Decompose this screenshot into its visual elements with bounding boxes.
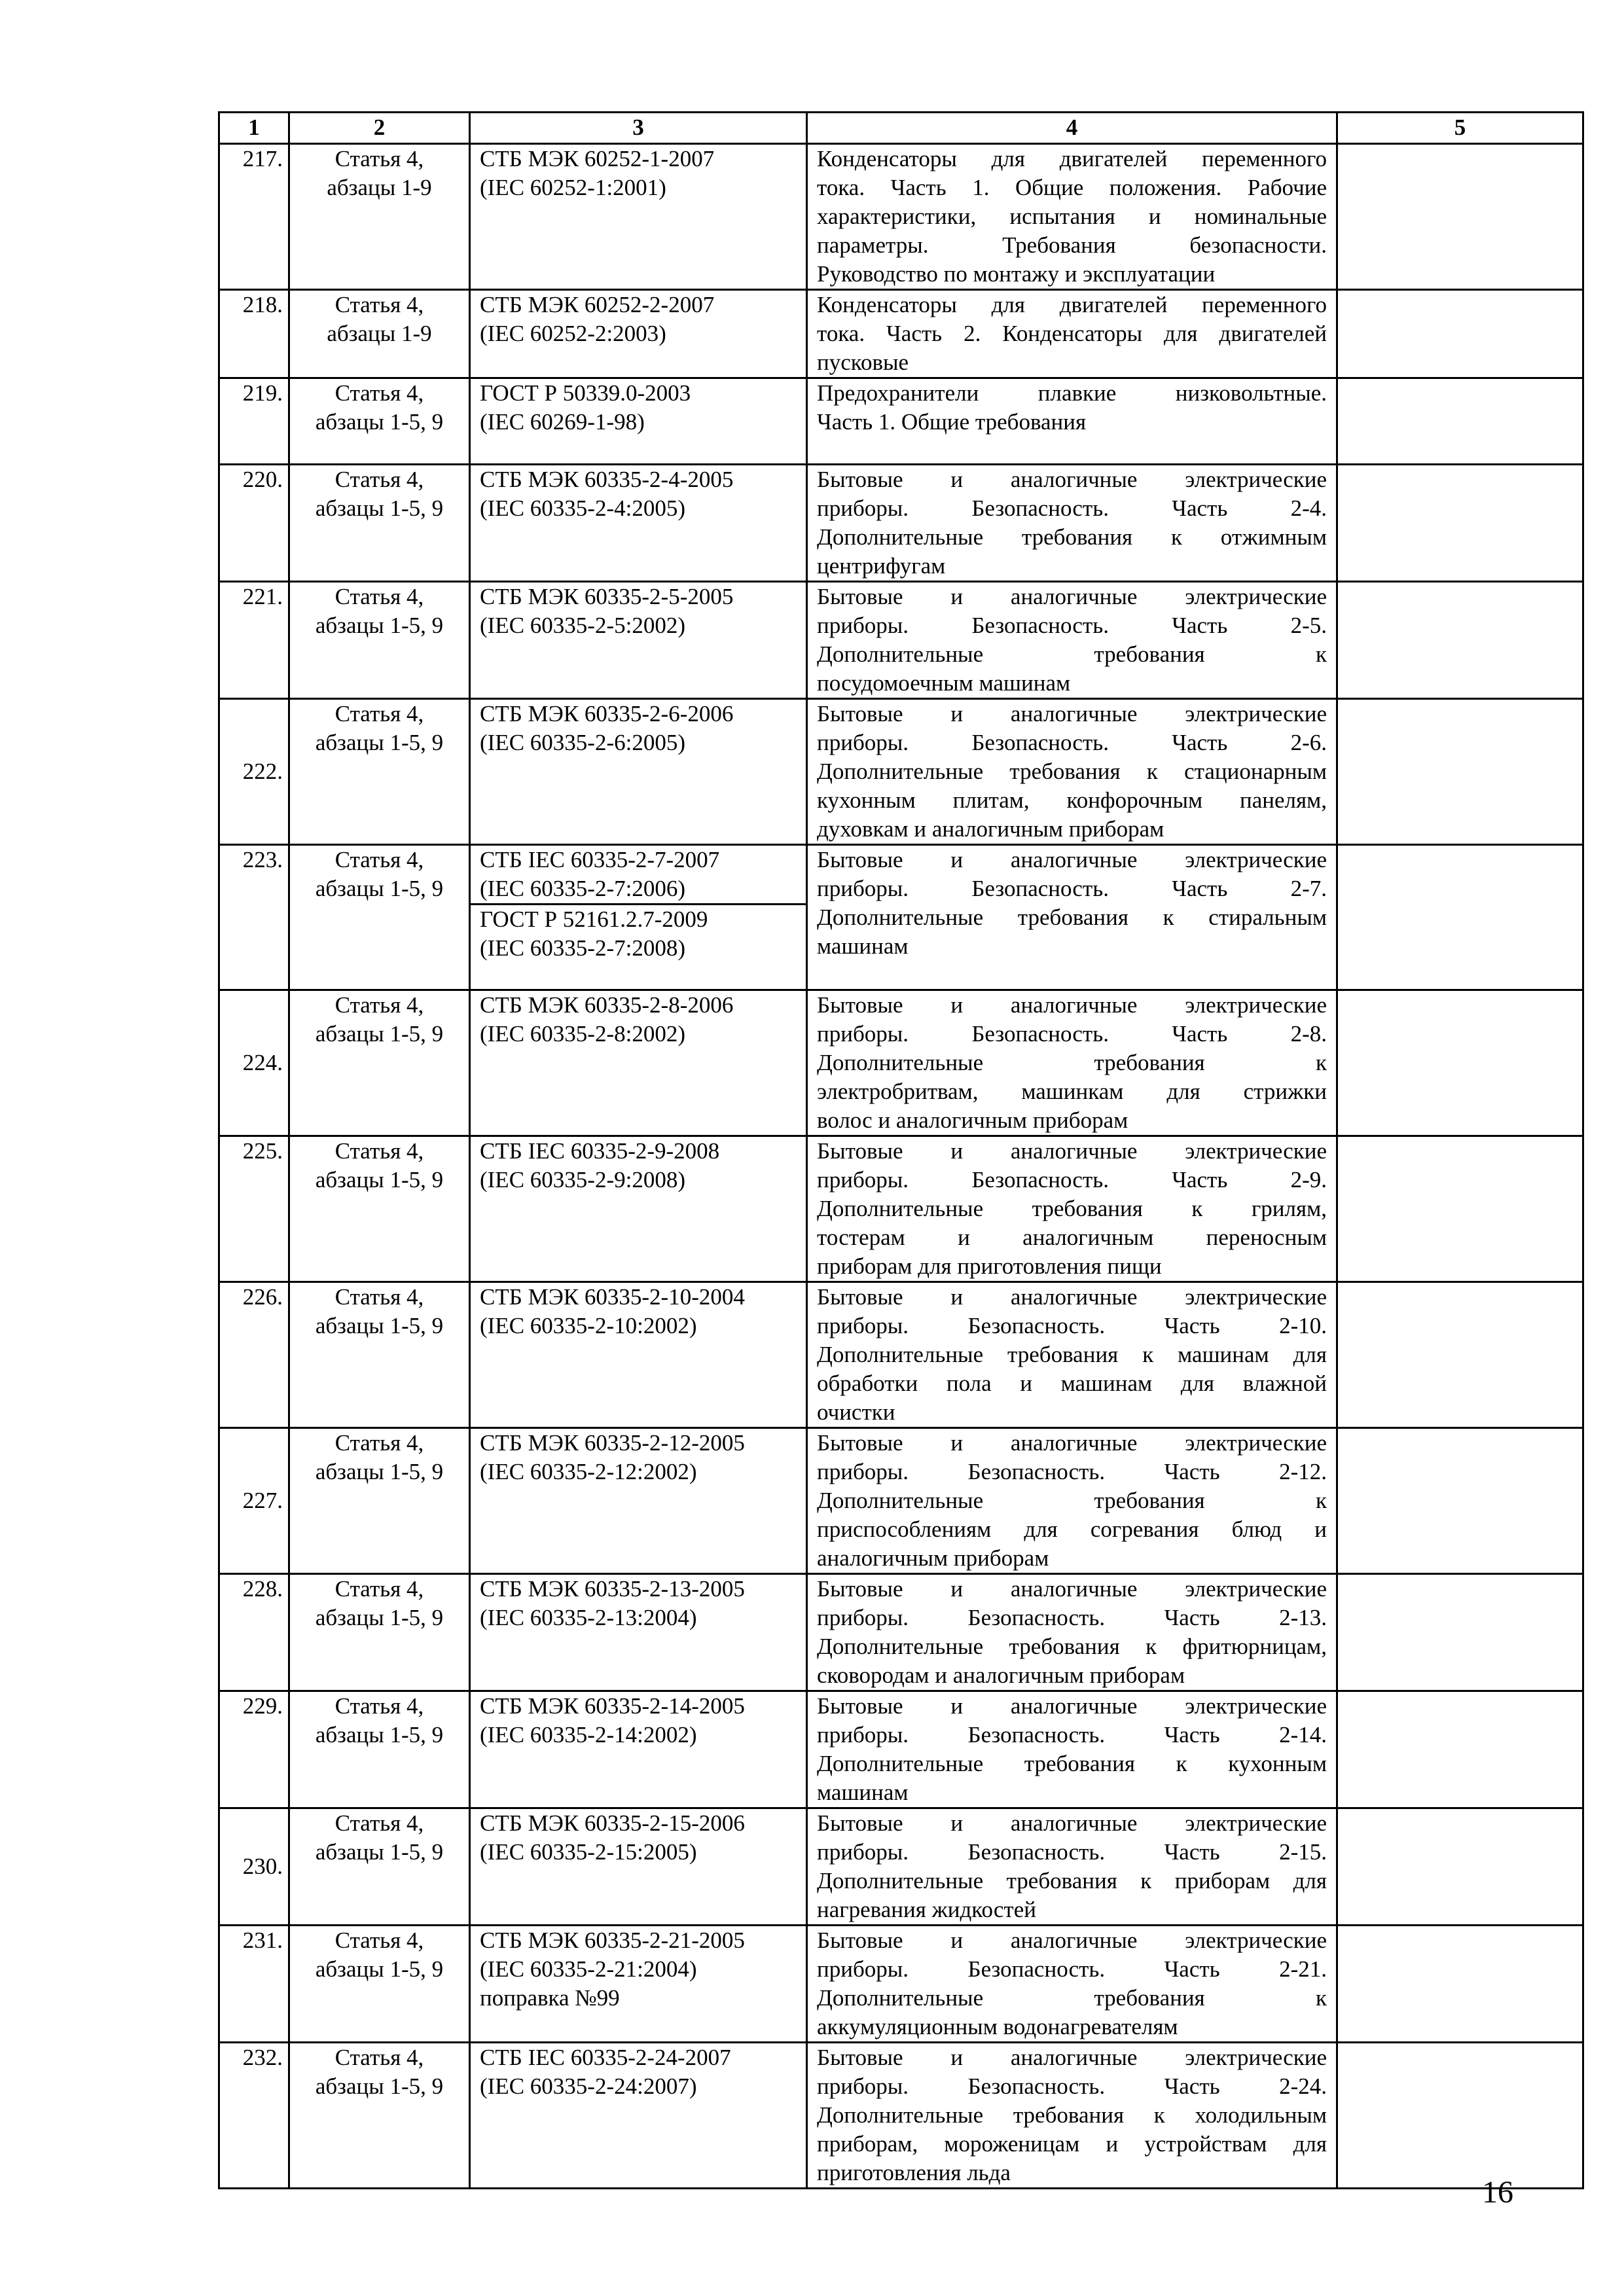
standard-line: ГОСТ Р 50339.0-2003: [480, 380, 691, 406]
title-line: Дополнительные требования к: [817, 1488, 1327, 1513]
title-line: Дополнительные требования к стиральным: [817, 905, 1327, 930]
title-line: аккумуляционным водонагревателям: [817, 2014, 1178, 2039]
note-cell: [1337, 1926, 1583, 2043]
article-line: Статья 4,: [334, 2045, 424, 2070]
title-cell: [807, 845, 1337, 990]
table-row: [219, 582, 1583, 699]
article-cell: [289, 1282, 470, 1428]
title-line: приготовления льда: [817, 2160, 1011, 2185]
title-line: машинам: [817, 933, 909, 959]
article-line: Статья 4,: [334, 1576, 424, 1602]
column-header-1: 1: [219, 113, 289, 144]
title-line: тостерам и аналогичным переносным: [817, 1225, 1327, 1250]
row-number: 225.: [219, 1136, 289, 1282]
title-line: приборы. Безопасность. Часть 2-14.: [817, 1722, 1327, 1748]
standard-line: СТБ МЭК 60335-2-15-2006: [480, 1810, 745, 1836]
standard-line: СТБ IEC 60335-2-9-2008: [480, 1138, 720, 1164]
standard-block: [480, 1429, 797, 1486]
article-cell: [289, 144, 470, 290]
standard-cell: [470, 1136, 807, 1282]
title-cell: [807, 144, 1337, 290]
standard-line: (IEC 60335-2-24:2007): [480, 2073, 697, 2099]
standard-block: [480, 145, 797, 202]
standard-line: СТБ IEC 60335-2-24-2007: [480, 2045, 731, 2070]
standard-block: [480, 583, 797, 640]
note-cell: [1337, 1574, 1583, 1691]
article-cell: [289, 845, 470, 990]
article-line: Статья 4,: [334, 1810, 424, 1836]
row-number: 223.: [219, 845, 289, 990]
article-line: абзацы 1-5, 9: [315, 495, 444, 521]
standard-block: [480, 1926, 797, 2013]
title-line: приборы. Безопасность. Часть 2-10.: [817, 1313, 1327, 1338]
article-cell: [289, 582, 470, 699]
table-row: [219, 465, 1583, 582]
title-line: приборы. Безопасность. Часть 2-5.: [817, 613, 1327, 638]
title-line: посудомоечным машинам: [817, 670, 1071, 696]
article-line: Статья 4,: [334, 992, 424, 1018]
title-line: Предохранители плавкие низковольтные.: [817, 380, 1327, 406]
standard-block: [480, 1283, 797, 1340]
standard-block: [471, 903, 806, 963]
title-cell: [807, 990, 1337, 1136]
standard-cell: [470, 1926, 807, 2043]
row-number: 221.: [219, 582, 289, 699]
note-cell: [1337, 1282, 1583, 1428]
note-cell: [1337, 1428, 1583, 1574]
standard-cell: [470, 290, 807, 378]
standard-block: [480, 700, 797, 757]
title-line: Дополнительные требования к отжимным: [817, 524, 1327, 550]
standard-line: СТБ МЭК 60335-2-8-2006: [480, 992, 734, 1018]
article-cell: [289, 378, 470, 465]
title-line: Бытовые и аналогичные электрические: [817, 1810, 1327, 1836]
article-cell: [289, 699, 470, 845]
article-line: Статья 4,: [334, 1693, 424, 1719]
standard-cell: [470, 1428, 807, 1574]
standard-line: (IEC 60335-2-6:2005): [480, 730, 685, 755]
row-number: 218.: [219, 290, 289, 378]
table-row: [219, 144, 1583, 290]
standard-block: [480, 465, 797, 523]
column-header-5: 5: [1337, 113, 1583, 144]
title-cell: [807, 699, 1337, 845]
article-cell: [289, 1428, 470, 1574]
column-header-2: 2: [289, 113, 470, 144]
title-line: Руководство по монтажу и эксплуатации: [817, 261, 1216, 287]
note-cell: [1337, 1136, 1583, 1282]
title-line: приборы. Безопасность. Часть 2-9.: [817, 1167, 1327, 1193]
row-number: 219.: [219, 378, 289, 465]
article-line: абзацы 1-5, 9: [315, 876, 444, 901]
article-cell: [289, 465, 470, 582]
title-cell: [807, 1691, 1337, 1808]
article-line: Статья 4,: [334, 292, 424, 317]
column-header-4: 4: [807, 113, 1337, 144]
title-line: приборы. Безопасность. Часть 2-6.: [817, 730, 1327, 755]
title-line: приборы. Безопасность. Часть 2-13.: [817, 1605, 1327, 1630]
article-line: Статья 4,: [334, 1430, 424, 1456]
standard-line: (IEC 60252-2:2003): [480, 321, 666, 346]
title-line: Дополнительные требования к холодильным: [817, 2102, 1327, 2128]
standard-cell: [470, 1808, 807, 1926]
table-row: [219, 290, 1583, 378]
note-cell: [1337, 990, 1583, 1136]
standard-block: [480, 379, 797, 437]
title-line: приборы. Безопасность. Часть 2-12.: [817, 1459, 1327, 1484]
standard-block: [480, 1575, 797, 1632]
title-line: Дополнительные требования к приборам для: [817, 1868, 1327, 1893]
standard-line: (IEC 60335-2-8:2002): [480, 1021, 685, 1047]
title-line: Бытовые и аналогичные электрические: [817, 1430, 1327, 1456]
title-line: приборы. Безопасность. Часть 2-8.: [817, 1021, 1327, 1047]
article-line: абзацы 1-5, 9: [315, 1313, 444, 1338]
standard-block: [480, 991, 797, 1049]
title-line: Бытовые и аналогичные электрические: [817, 701, 1327, 726]
title-line: электробритвам, машинкам для стрижки: [817, 1079, 1327, 1104]
article-line: Статья 4,: [334, 701, 424, 726]
note-cell: [1337, 582, 1583, 699]
title-line: аналогичным приборам: [817, 1545, 1049, 1571]
title-line: Бытовые и аналогичные электрические: [817, 467, 1327, 492]
standard-cell: [470, 1691, 807, 1808]
article-line: Статья 4,: [334, 467, 424, 492]
standard-line: СТБ IEC 60335-2-7-2007: [480, 847, 720, 872]
article-line: абзацы 1-5, 9: [315, 1459, 444, 1484]
article-line: Статья 4,: [334, 1284, 424, 1310]
standard-line: СТБ МЭК 60335-2-13-2005: [480, 1576, 745, 1602]
standard-cell: [470, 2043, 807, 2189]
title-line: волос и аналогичным приборам: [817, 1107, 1128, 1133]
title-line: машинам: [817, 1780, 909, 1805]
table-row: [219, 1926, 1583, 2043]
standard-line: СТБ МЭК 60335-2-6-2006: [480, 701, 734, 726]
title-line: приборы. Безопасность. Часть 2-24.: [817, 2073, 1327, 2099]
standard-line: СТБ МЭК 60335-2-21-2005: [480, 1928, 745, 1953]
title-line: Бытовые и аналогичные электрические: [817, 1576, 1327, 1602]
title-line: Бытовые и аналогичные электрические: [817, 1138, 1327, 1164]
table-row: [219, 1136, 1583, 1282]
title-cell: [807, 378, 1337, 465]
standard-line: (IEC 60335-2-10:2002): [480, 1313, 697, 1338]
standard-line: (IEC 60335-2-7:2008): [480, 935, 685, 961]
standard-line: (IEC 60335-2-14:2002): [480, 1722, 697, 1748]
article-cell: [289, 1926, 470, 2043]
title-line: кухонным плитам, конфорочным панелям,: [817, 787, 1327, 813]
article-line: абзацы 1-9: [327, 321, 432, 346]
table-row: [219, 699, 1583, 845]
table-row: [219, 990, 1583, 1136]
table-row: [219, 1691, 1583, 1808]
article-line: Статья 4,: [334, 584, 424, 609]
title-line: Конденсаторы для двигателей переменного: [817, 292, 1327, 317]
table-row: [219, 2043, 1583, 2189]
standard-line: СТБ МЭК 60252-2-2007: [480, 292, 715, 317]
title-cell: [807, 582, 1337, 699]
title-line: характеристики, испытания и номинальные: [817, 204, 1327, 229]
article-line: Статья 4,: [334, 380, 424, 406]
standard-line: СТБ МЭК 60252-1-2007: [480, 146, 715, 171]
standard-line: ГОСТ Р 52161.2.7-2009: [480, 906, 708, 932]
standard-block: [480, 1137, 797, 1194]
row-number: 232.: [219, 2043, 289, 2189]
standards-table: [218, 111, 1584, 2189]
row-number: 217.: [219, 144, 289, 290]
title-line: Бытовые и аналогичные электрические: [817, 992, 1327, 1018]
standard-line: (IEC 60335-2-9:2008): [480, 1167, 685, 1193]
title-cell: [807, 1808, 1337, 1926]
standard-line: (IEC 60269-1-98): [480, 409, 645, 435]
standard-cell: [470, 699, 807, 845]
row-number: 224.: [219, 990, 289, 1136]
title-line: приборам, мороженицам и устройствам для: [817, 2131, 1327, 2157]
standard-cell: [470, 1282, 807, 1428]
standard-block: [480, 1692, 797, 1749]
article-cell: [289, 990, 470, 1136]
title-line: Часть 1. Общие требования: [817, 409, 1087, 435]
title-line: Бытовые и аналогичные электрические: [817, 2045, 1327, 2070]
standard-block: [480, 846, 797, 903]
title-line: Дополнительные требования к: [817, 641, 1327, 667]
title-cell: [807, 1136, 1337, 1282]
column-header-3: 3: [470, 113, 807, 144]
article-line: абзацы 1-5, 9: [315, 2073, 444, 2099]
note-cell: [1337, 144, 1583, 290]
article-cell: [289, 290, 470, 378]
article-line: абзацы 1-5, 9: [315, 1605, 444, 1630]
title-line: приборам для приготовления пищи: [817, 1253, 1162, 1279]
row-number: 229.: [219, 1691, 289, 1808]
article-cell: [289, 1808, 470, 1926]
table-row: [219, 845, 1583, 990]
title-line: духовкам и аналогичным приборам: [817, 816, 1164, 842]
title-line: Дополнительные требования к грилям,: [817, 1196, 1327, 1221]
title-line: тока. Часть 1. Общие положения. Рабочие: [817, 175, 1327, 200]
row-number: 230.: [219, 1808, 289, 1926]
standard-cell: [470, 582, 807, 699]
title-cell: [807, 465, 1337, 582]
article-line: абзацы 1-9: [327, 175, 432, 200]
article-cell: [289, 1574, 470, 1691]
title-line: нагревания жидкостей: [817, 1897, 1036, 1922]
title-line: Бытовые и аналогичные электрические: [817, 584, 1327, 609]
row-number: 220.: [219, 465, 289, 582]
article-line: абзацы 1-5, 9: [315, 409, 444, 435]
article-cell: [289, 1136, 470, 1282]
note-cell: [1337, 699, 1583, 845]
row-number: 226.: [219, 1282, 289, 1428]
standard-line: (IEC 60335-2-21:2004): [480, 1956, 697, 1982]
standard-cell: [470, 845, 807, 990]
article-line: абзацы 1-5, 9: [315, 1021, 444, 1047]
standard-line: СТБ МЭК 60335-2-14-2005: [480, 1693, 745, 1719]
title-line: приспособлениям для согревания блюд и: [817, 1516, 1327, 1542]
standard-line: (IEC 60335-2-13:2004): [480, 1605, 697, 1630]
article-line: абзацы 1-5, 9: [315, 1167, 444, 1193]
page-number: 16: [1482, 2175, 1513, 2210]
title-line: Бытовые и аналогичные электрические: [817, 1693, 1327, 1719]
title-line: Бытовые и аналогичные электрические: [817, 1284, 1327, 1310]
article-line: абзацы 1-5, 9: [315, 1956, 444, 1982]
standard-cell: [470, 1574, 807, 1691]
standard-block: [480, 1809, 797, 1867]
title-line: тока. Часть 2. Конденсаторы для двигателей: [817, 321, 1327, 346]
standard-line: СТБ МЭК 60335-2-4-2005: [480, 467, 734, 492]
row-number: 222.: [219, 699, 289, 845]
article-cell: [289, 1691, 470, 1808]
standard-block: [480, 2043, 797, 2101]
article-line: абзацы 1-5, 9: [315, 1722, 444, 1748]
table-header-row: [219, 113, 1583, 144]
standard-line: (IEC 60335-2-7:2006): [480, 876, 685, 901]
table-row: [219, 1808, 1583, 1926]
table-row: [219, 1574, 1583, 1691]
title-line: обработки пола и машинам для влажной: [817, 1371, 1327, 1396]
title-line: очистки: [817, 1399, 895, 1425]
article-line: Статья 4,: [334, 1928, 424, 1953]
title-cell: [807, 290, 1337, 378]
standard-line: (IEC 60335-2-4:2005): [480, 495, 685, 521]
title-line: Бытовые и аналогичные электрические: [817, 1928, 1327, 1953]
title-cell: [807, 1282, 1337, 1428]
title-line: Дополнительные требования к машинам для: [817, 1342, 1327, 1367]
standard-line: поправка №99: [480, 1985, 620, 2011]
title-line: приборы. Безопасность. Часть 2-15.: [817, 1839, 1327, 1865]
table-row: [219, 378, 1583, 465]
title-line: приборы. Безопасность. Часть 2-7.: [817, 876, 1327, 901]
standard-line: (IEC 60335-2-15:2005): [480, 1839, 697, 1865]
article-line: абзацы 1-5, 9: [315, 1839, 444, 1865]
title-line: Бытовые и аналогичные электрические: [817, 847, 1327, 872]
title-cell: [807, 1926, 1337, 2043]
standard-line: СТБ МЭК 60335-2-10-2004: [480, 1284, 745, 1310]
note-cell: [1337, 465, 1583, 582]
title-line: пусковые: [817, 350, 909, 375]
note-cell: [1337, 2043, 1583, 2189]
title-line: Дополнительные требования к: [817, 1050, 1327, 1075]
note-cell: [1337, 1691, 1583, 1808]
standard-cell: [470, 144, 807, 290]
row-number: 228.: [219, 1574, 289, 1691]
standard-cell: [470, 465, 807, 582]
standard-block: [480, 291, 797, 348]
article-line: абзацы 1-5, 9: [315, 613, 444, 638]
title-line: приборы. Безопасность. Часть 2-4.: [817, 495, 1327, 521]
note-cell: [1337, 845, 1583, 990]
table-body: [219, 144, 1583, 2189]
title-line: сковородам и аналогичным приборам: [817, 1662, 1185, 1688]
note-cell: [1337, 290, 1583, 378]
title-line: Дополнительные требования к фритюрницам,: [817, 1634, 1327, 1659]
title-line: Дополнительные требования к: [817, 1985, 1327, 2011]
title-cell: [807, 1574, 1337, 1691]
article-line: Статья 4,: [334, 847, 424, 872]
note-cell: [1337, 378, 1583, 465]
standard-line: СТБ МЭК 60335-2-5-2005: [480, 584, 734, 609]
article-line: Статья 4,: [334, 1138, 424, 1164]
article-line: Статья 4,: [334, 146, 424, 171]
row-number: 231.: [219, 1926, 289, 2043]
title-line: Конденсаторы для двигателей переменного: [817, 146, 1327, 171]
table-row: [219, 1428, 1583, 1574]
row-number: 227.: [219, 1428, 289, 1574]
standard-cell: [470, 990, 807, 1136]
title-cell: [807, 2043, 1337, 2189]
standard-line: (IEC 60252-1:2001): [480, 175, 666, 200]
title-line: Дополнительные требования к стационарным: [817, 759, 1327, 784]
title-line: Дополнительные требования к кухонным: [817, 1751, 1327, 1776]
standard-line: СТБ МЭК 60335-2-12-2005: [480, 1430, 745, 1456]
title-line: приборы. Безопасность. Часть 2-21.: [817, 1956, 1327, 1982]
title-line: центрифугам: [817, 553, 946, 579]
standard-cell: [470, 378, 807, 465]
note-cell: [1337, 1808, 1583, 1926]
article-cell: [289, 2043, 470, 2189]
title-cell: [807, 1428, 1337, 1574]
table-row: [219, 1282, 1583, 1428]
title-line: параметры. Требования безопасности.: [817, 232, 1327, 258]
article-line: абзацы 1-5, 9: [315, 730, 444, 755]
standard-line: (IEC 60335-2-12:2002): [480, 1459, 697, 1484]
standard-line: (IEC 60335-2-5:2002): [480, 613, 685, 638]
